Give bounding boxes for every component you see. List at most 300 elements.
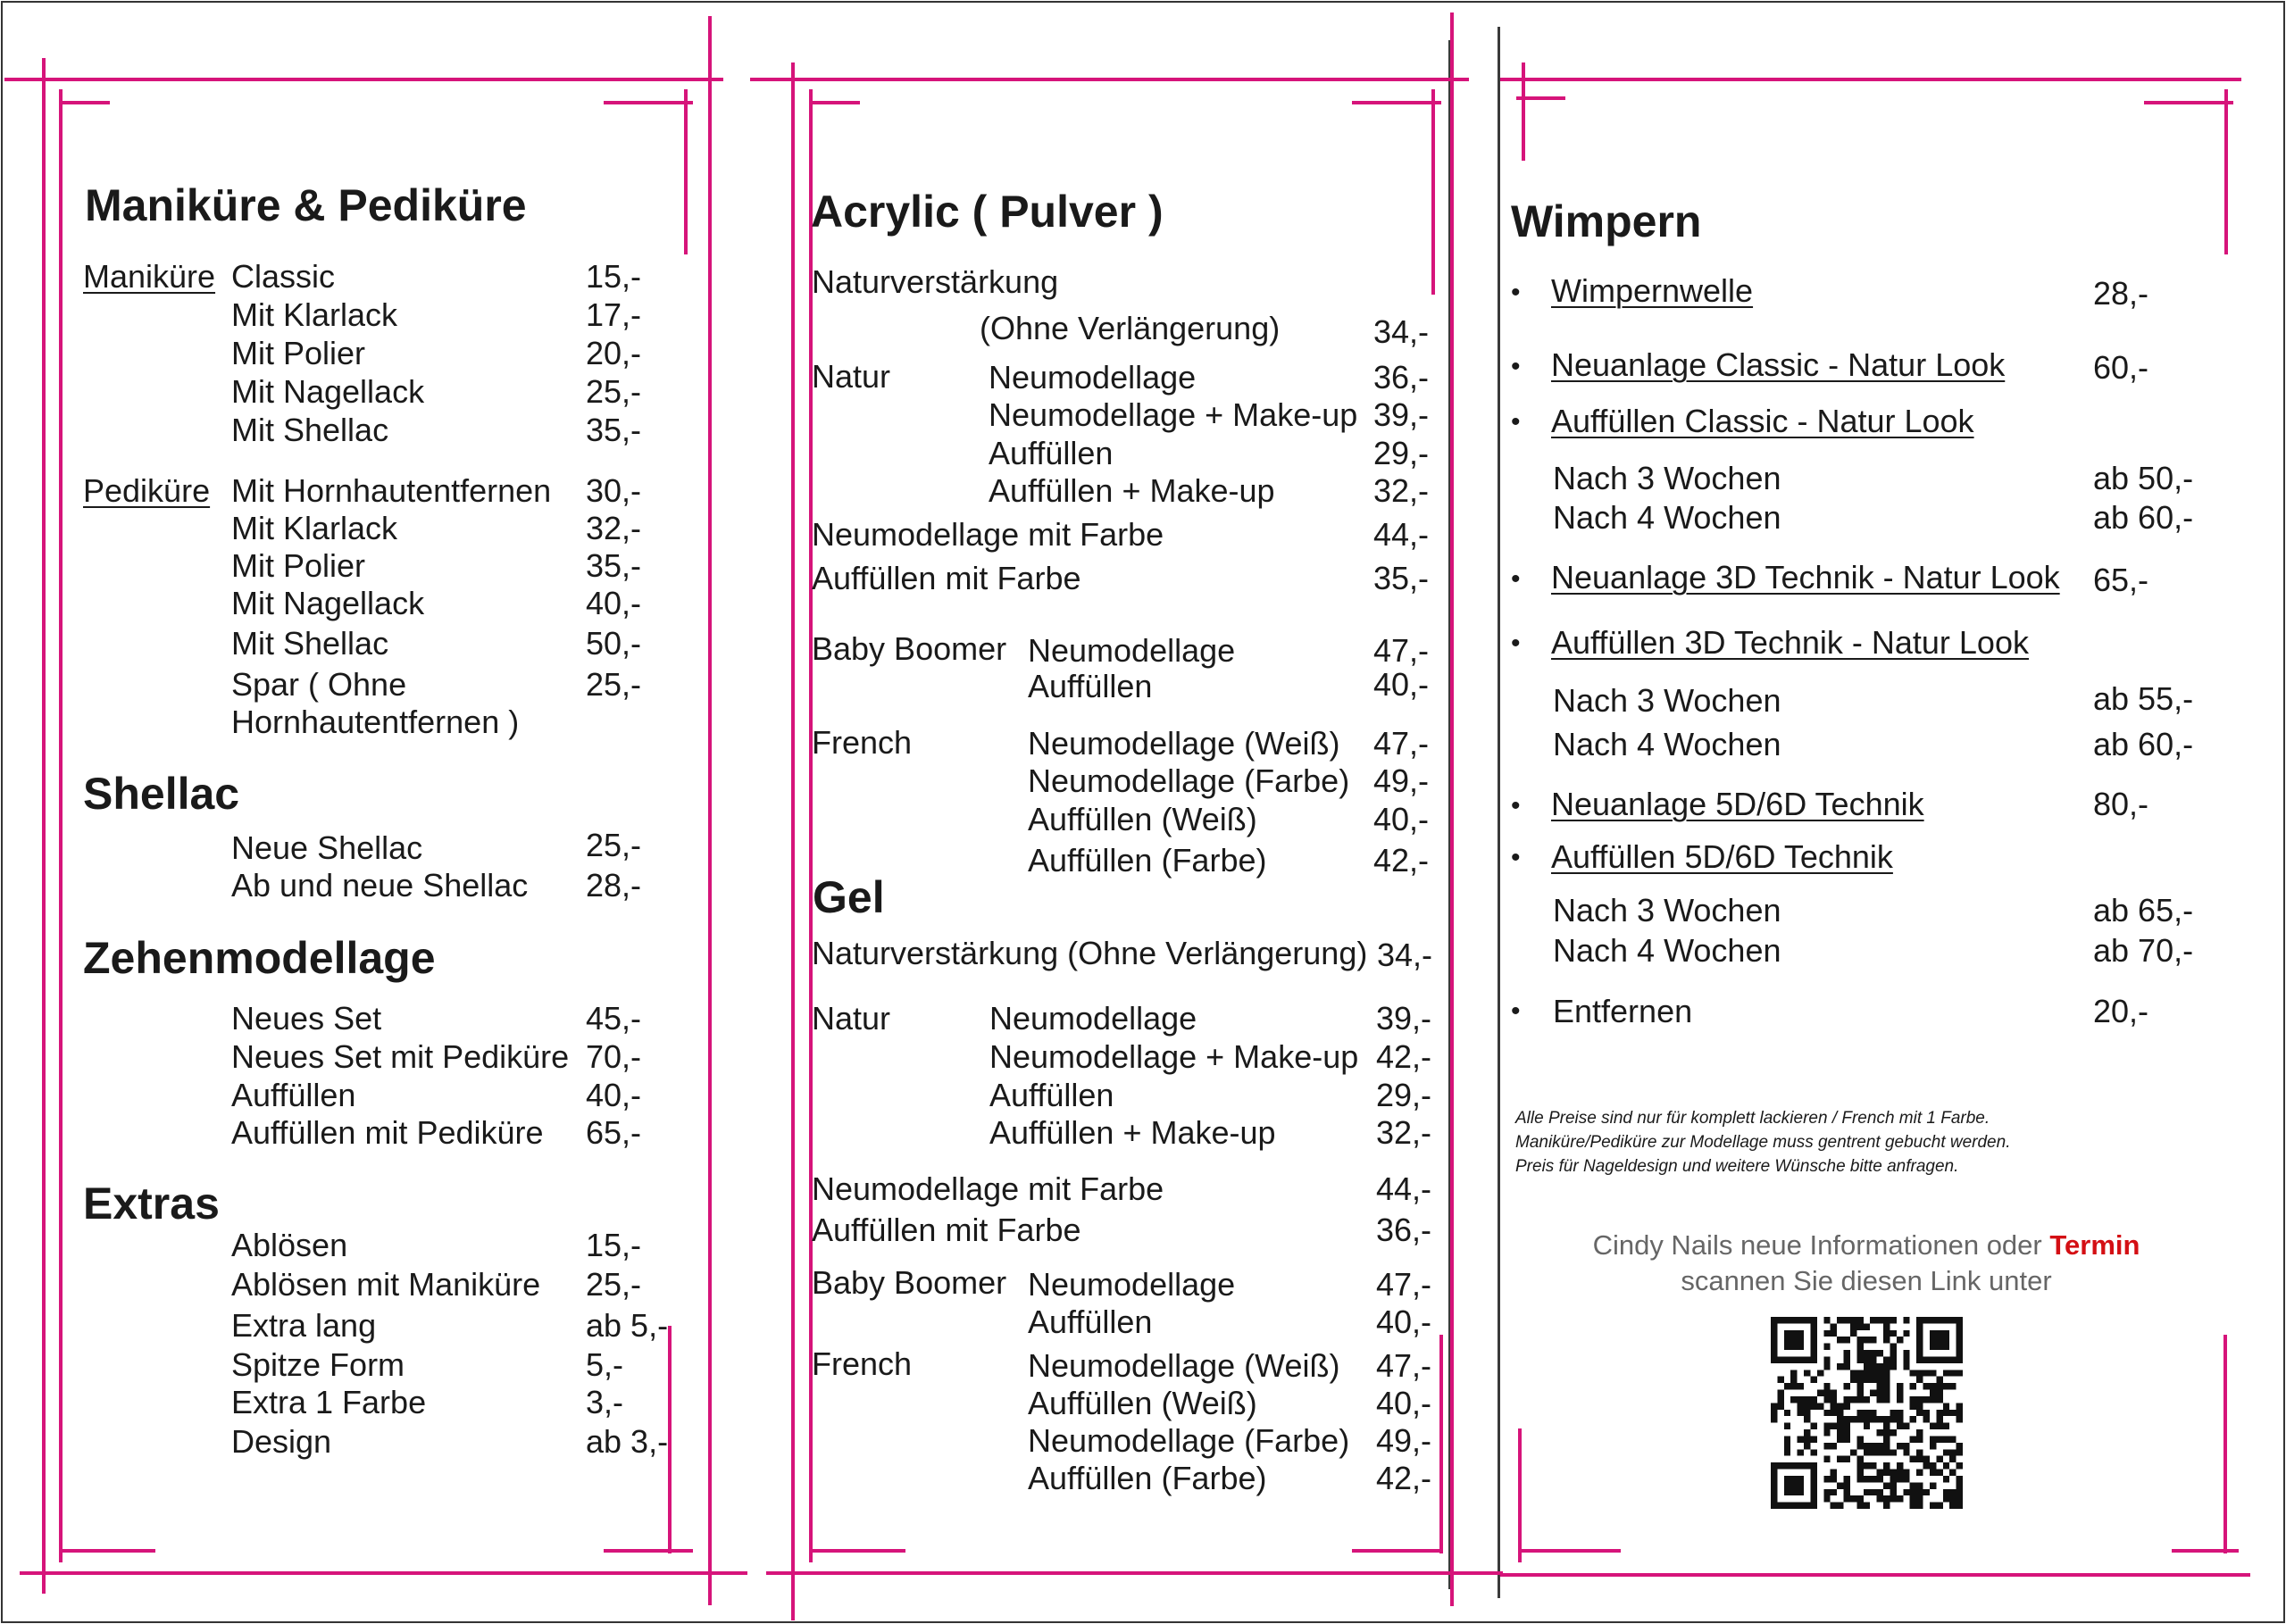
qr-module: [1930, 1383, 1936, 1389]
qr-module: [1790, 1330, 1797, 1337]
qr-module: [1890, 1489, 1896, 1495]
qr-module: [1916, 1330, 1923, 1337]
qr-module: [1798, 1356, 1804, 1362]
qr-module: [1777, 1356, 1783, 1362]
qr-module: [1949, 1436, 1956, 1442]
manikuere-item: Mit Klarlack: [231, 296, 398, 333]
qr-module: [1897, 1383, 1903, 1389]
qr-module: [1784, 1449, 1790, 1455]
qr-module: [1877, 1390, 1883, 1396]
qr-module: [1943, 1436, 1949, 1442]
qr-module: [1956, 1476, 1963, 1482]
wimpern-price: 80,-: [2093, 786, 2149, 822]
qr-module: [1831, 1443, 1837, 1449]
qr-module: [1837, 1456, 1843, 1462]
qr-module: [1956, 1503, 1963, 1509]
qr-module: [1883, 1449, 1890, 1455]
qr-module: [1943, 1410, 1949, 1416]
qr-module: [1831, 1396, 1837, 1403]
acrylic-neu-farbe: Neumodellage mit Farbe: [812, 516, 1164, 553]
qr-module: [1790, 1476, 1797, 1482]
pedikuere-price: 32,-: [586, 510, 642, 546]
qr-module: [1864, 1370, 1870, 1376]
qr-module: [1810, 1489, 1816, 1495]
qr-module: [1844, 1476, 1850, 1482]
gel-naturverstaerkung: Naturverstärkung (Ohne Verlängerung): [812, 935, 1368, 971]
qr-module: [1777, 1462, 1783, 1469]
qr-module: [1877, 1396, 1883, 1403]
qr-module: [1916, 1456, 1923, 1462]
qr-module: [1804, 1443, 1810, 1449]
qr-module: [1877, 1429, 1883, 1436]
qr-module: [1844, 1436, 1850, 1442]
acrylic-ohne: (Ohne Verlängerung): [980, 310, 1281, 346]
qr-code[interactable]: [1771, 1317, 1963, 1509]
qr-module: [1877, 1383, 1883, 1389]
qr-module: [1864, 1449, 1870, 1455]
qr-module: [1949, 1470, 1956, 1476]
qr-module: [1810, 1317, 1816, 1323]
qr-module: [1856, 1317, 1863, 1323]
qr-module: [1784, 1383, 1790, 1389]
qr-module: [1883, 1396, 1890, 1403]
qr-module: [1864, 1410, 1870, 1416]
qr-module: [1916, 1470, 1923, 1476]
wimpern-price: 28,-: [2093, 275, 2149, 312]
qr-module: [1930, 1470, 1936, 1476]
qr-module: [1844, 1383, 1850, 1389]
qr-module: [1810, 1323, 1816, 1329]
qr-module: [1804, 1356, 1810, 1362]
acrylic-french-price: 40,-: [1373, 801, 1430, 837]
wimpern-sub-item: Nach 3 Wochen: [1553, 892, 1781, 929]
qr-module: [1790, 1377, 1797, 1383]
qr-module: [1883, 1482, 1890, 1488]
qr-module: [1943, 1344, 1949, 1350]
qr-module: [1916, 1344, 1923, 1350]
qr-module: [1883, 1390, 1890, 1396]
qr-module: [1864, 1377, 1870, 1383]
acrylic-french-price: 47,-: [1373, 725, 1430, 762]
qr-module: [1790, 1317, 1797, 1323]
gel-neu-farbe: Neumodellage mit Farbe: [812, 1170, 1164, 1207]
gel-natur-price: 39,-: [1376, 1000, 1432, 1037]
qr-module: [1870, 1317, 1876, 1323]
qr-module: [1856, 1462, 1863, 1469]
wimpern-title: Wimpern: [1511, 196, 1702, 246]
qr-module: [1890, 1344, 1896, 1350]
qr-module: [1890, 1482, 1896, 1488]
qr-module: [1810, 1503, 1816, 1509]
wimpern-price: 65,-: [2093, 562, 2149, 598]
qr-module: [1916, 1489, 1923, 1495]
termin-link[interactable]: Termin: [2049, 1229, 2140, 1261]
pedikuere-item: Mit Shellac: [231, 625, 389, 662]
qr-module: [1856, 1356, 1863, 1362]
qr-module: [1798, 1482, 1804, 1488]
qr-module: [1949, 1503, 1956, 1509]
qr-module: [1949, 1449, 1956, 1455]
qr-module: [1856, 1476, 1863, 1482]
gel-french-item: Neumodellage (Farbe): [1028, 1422, 1350, 1459]
acrylic-french-item: Neumodellage (Weiß): [1028, 725, 1340, 762]
qr-module: [1870, 1462, 1876, 1469]
qr-module: [1831, 1489, 1837, 1495]
wimpern-sub-item: Nach 4 Wochen: [1553, 499, 1781, 536]
price-note: Alle Preise sind nur für komplett lackieren / French mit 1 Farbe.: [1515, 1109, 1990, 1128]
shellac-item: Neue Shellac: [231, 829, 423, 866]
qr-module: [1823, 1495, 1830, 1502]
qr-module: [1890, 1363, 1896, 1370]
qr-module: [1864, 1503, 1870, 1509]
manikuere-price: 15,-: [586, 258, 642, 295]
gel-french-price: 49,-: [1376, 1422, 1432, 1459]
qr-module: [1956, 1356, 1963, 1362]
qr-module: [1956, 1323, 1963, 1329]
qr-module: [1784, 1482, 1790, 1488]
qr-module: [1856, 1396, 1863, 1403]
qr-module: [1890, 1410, 1896, 1416]
qr-module: [1810, 1350, 1816, 1356]
qr-module: [1930, 1390, 1936, 1396]
wimpern-sub-item: Nach 4 Wochen: [1553, 726, 1781, 762]
qr-module: [1936, 1423, 1942, 1429]
qr-module: [1897, 1390, 1903, 1396]
qr-module: [1943, 1462, 1949, 1469]
qr-module: [1943, 1337, 1949, 1343]
qr-module: [1844, 1337, 1850, 1343]
qr-module: [1877, 1363, 1883, 1370]
qr-module: [1777, 1396, 1783, 1403]
qr-module: [1856, 1344, 1863, 1350]
qr-module: [1910, 1396, 1916, 1403]
qr-module: [1877, 1489, 1883, 1495]
qr-module: [1883, 1330, 1890, 1337]
qr-module: [1943, 1403, 1949, 1409]
qr-module: [1771, 1330, 1777, 1337]
qr-module: [1897, 1495, 1903, 1502]
qr-module: [1810, 1476, 1816, 1482]
qr-module: [1930, 1337, 1936, 1343]
qr-module: [1784, 1317, 1790, 1323]
qr-module: [1949, 1370, 1956, 1376]
qr-module: [1823, 1390, 1830, 1396]
qr-module: [1784, 1436, 1790, 1442]
qr-module: [1771, 1489, 1777, 1495]
qr-module: [1810, 1495, 1816, 1502]
gel-french-item: Auffüllen (Farbe): [1028, 1460, 1267, 1496]
qr-module: [1856, 1350, 1863, 1356]
gel-natur-price: 29,-: [1376, 1077, 1432, 1113]
qr-module: [1870, 1476, 1876, 1482]
acrylic-french-label: French: [812, 724, 913, 761]
qr-module: [1831, 1503, 1837, 1509]
gel-french-label: French: [812, 1345, 913, 1382]
qr-module: [1910, 1436, 1916, 1442]
qr-module: [1804, 1410, 1810, 1416]
qr-module: [1930, 1423, 1936, 1429]
qr-module: [1823, 1423, 1830, 1429]
qr-module: [1823, 1363, 1830, 1370]
gel-natur-label: Natur: [812, 1000, 891, 1037]
pedikuere-item: Mit Polier: [231, 547, 366, 584]
info-cta-line1: [1518, 1228, 2215, 1263]
acrylic-natur-item: Neumodellage + Make-up: [989, 396, 1358, 433]
qr-module: [1771, 1337, 1777, 1343]
qr-module: [1943, 1449, 1949, 1455]
qr-module: [1844, 1356, 1850, 1362]
wimpern-item: Auffüllen Classic - Natur Look: [1551, 403, 1974, 439]
qr-module: [1883, 1470, 1890, 1476]
qr-module: [1890, 1470, 1896, 1476]
qr-module: [1916, 1323, 1923, 1329]
qr-module: [1910, 1495, 1916, 1502]
extras-title: Extras: [83, 1178, 220, 1228]
gel-auf-farbe: Auffüllen mit Farbe: [812, 1212, 1081, 1248]
qr-module: [1837, 1482, 1843, 1488]
qr-module: [1856, 1377, 1863, 1383]
qr-module: [1949, 1356, 1956, 1362]
qr-module: [1837, 1429, 1843, 1436]
qr-module: [1897, 1470, 1903, 1476]
qr-module: [1810, 1337, 1816, 1343]
qr-module: [1823, 1317, 1830, 1323]
qr-module: [1856, 1436, 1863, 1442]
qr-module: [1883, 1356, 1890, 1362]
qr-module: [1923, 1356, 1930, 1362]
qr-module: [1890, 1330, 1896, 1337]
wimpern-sub-price: ab 55,-: [2093, 680, 2194, 717]
qr-module: [1771, 1403, 1777, 1409]
qr-module: [1883, 1317, 1890, 1323]
extras-item: Extra lang: [231, 1307, 377, 1344]
qr-module: [1844, 1396, 1850, 1403]
qr-module: [1771, 1462, 1777, 1469]
qr-module: [1936, 1344, 1942, 1350]
qr-module: [1956, 1350, 1963, 1356]
qr-module: [1949, 1495, 1956, 1502]
qr-module: [1870, 1443, 1876, 1449]
qr-module: [1870, 1416, 1876, 1422]
qr-module: [1956, 1344, 1963, 1350]
qr-module: [1810, 1436, 1816, 1442]
qr-module: [1844, 1495, 1850, 1502]
qr-module: [1956, 1330, 1963, 1337]
qr-module: [1823, 1443, 1830, 1449]
qr-module: [1856, 1443, 1863, 1449]
qr-module: [1877, 1416, 1883, 1422]
qr-module: [1949, 1489, 1956, 1495]
qr-module: [1870, 1449, 1876, 1455]
qr-module: [1943, 1489, 1949, 1495]
qr-module: [1870, 1350, 1876, 1356]
acrylic-auf-farbe-price: 35,-: [1373, 560, 1430, 596]
qr-module: [1850, 1416, 1856, 1422]
price-note: Maniküre/Pediküre zur Modellage muss gentrent gebucht werden.: [1515, 1133, 2011, 1152]
qr-module: [1798, 1383, 1804, 1389]
qr-module: [1897, 1416, 1903, 1422]
qr-module: [1916, 1403, 1923, 1409]
qr-module: [1837, 1317, 1843, 1323]
qr-module: [1850, 1323, 1856, 1329]
gel-natur-item: Auffüllen + Make-up: [989, 1114, 1276, 1151]
manikuere-price: 17,-: [586, 296, 642, 333]
qr-module: [1883, 1383, 1890, 1389]
info-cta-text: Cindy Nails neue Informationen oder: [1592, 1229, 2042, 1261]
qr-module: [1916, 1337, 1923, 1343]
wimpern-item: Auffüllen 5D/6D Technik: [1551, 838, 1893, 875]
acrylic-natur-item: Auffüllen + Make-up: [989, 472, 1275, 509]
qr-module: [1856, 1337, 1863, 1343]
qr-module: [1771, 1470, 1777, 1476]
zehen-price: 40,-: [586, 1077, 642, 1113]
extras-price: 25,-: [586, 1266, 642, 1303]
qr-module: [1798, 1410, 1804, 1416]
qr-module: [1771, 1344, 1777, 1350]
qr-module: [1831, 1330, 1837, 1337]
wimpern-item: Neuanlage 3D Technik - Natur Look: [1551, 559, 2060, 595]
gel-natur-price: 42,-: [1376, 1038, 1432, 1075]
qr-module: [1956, 1370, 1963, 1376]
qr-module: [1804, 1436, 1810, 1442]
qr-module: [1910, 1503, 1916, 1509]
gel-baby-label: Baby Boomer: [812, 1264, 1007, 1301]
qr-module: [1903, 1356, 1909, 1362]
pedikuere-price: 50,-: [586, 625, 642, 662]
info-cta: [1518, 1228, 2215, 1300]
qr-module: [1798, 1317, 1804, 1323]
qr-module: [1856, 1456, 1863, 1462]
qr-module: [1930, 1482, 1936, 1488]
price-note: Preis für Nageldesign und weitere Wünsche bitte anfragen.: [1515, 1157, 1959, 1176]
qr-module: [1790, 1503, 1797, 1509]
qr-module: [1798, 1503, 1804, 1509]
qr-module: [1850, 1377, 1856, 1383]
shellac-item: Ab und neue Shellac: [231, 867, 529, 904]
shellac-price: 25,-: [586, 827, 642, 863]
qr-module: [1870, 1337, 1876, 1343]
qr-module: [1771, 1356, 1777, 1362]
acrylic-baby-item: Auffüllen: [1028, 668, 1153, 704]
gel-french-price: 47,-: [1376, 1347, 1432, 1384]
wimpern-price: 20,-: [2093, 993, 2149, 1029]
pedikuere-price: 25,-: [586, 666, 642, 703]
qr-module: [1790, 1396, 1797, 1403]
qr-module: [1823, 1410, 1830, 1416]
qr-module: [1890, 1356, 1896, 1362]
qr-module: [1870, 1377, 1876, 1383]
qr-module: [1883, 1443, 1890, 1449]
qr-module: [1798, 1462, 1804, 1469]
qr-module: [1823, 1429, 1830, 1436]
qr-module: [1784, 1410, 1790, 1416]
info-cta-line2: scannen Sie diesen Link unter: [1681, 1265, 2052, 1297]
bullet-icon: •: [1511, 407, 1521, 437]
acrylic-title: Acrylic ( Pulver ): [811, 187, 1164, 237]
qr-module: [1790, 1489, 1797, 1495]
qr-module: [1810, 1396, 1816, 1403]
qr-module: [1903, 1350, 1909, 1356]
qr-module: [1810, 1344, 1816, 1350]
qr-module: [1850, 1317, 1856, 1323]
pedikuere-item: Mit Klarlack: [231, 510, 398, 546]
pedikuere-item: Spar ( Ohne: [231, 666, 407, 703]
qr-module: [1784, 1503, 1790, 1509]
qr-module: [1956, 1489, 1963, 1495]
qr-module: [1877, 1317, 1883, 1323]
qr-module: [1936, 1396, 1942, 1403]
qr-module: [1943, 1317, 1949, 1323]
extras-item: Design: [231, 1423, 332, 1460]
wimpern-item: Entfernen: [1553, 993, 1693, 1029]
qr-module: [1798, 1344, 1804, 1350]
qr-module: [1798, 1449, 1804, 1455]
qr-module: [1943, 1383, 1949, 1389]
qr-module: [1837, 1403, 1843, 1409]
qr-module: [1930, 1503, 1936, 1509]
wimpern-item: Neuanlage Classic - Natur Look: [1551, 346, 2006, 383]
gel-french-item: Auffüllen (Weiß): [1028, 1385, 1257, 1421]
qr-module: [1798, 1489, 1804, 1495]
qr-module: [1850, 1396, 1856, 1403]
acrylic-french-item: Auffüllen (Farbe): [1028, 842, 1267, 879]
qr-module: [1844, 1403, 1850, 1409]
qr-module: [1864, 1443, 1870, 1449]
shellac-price: 28,-: [586, 867, 642, 904]
qr-module: [1784, 1462, 1790, 1469]
qr-module: [1831, 1476, 1837, 1482]
qr-module: [1883, 1363, 1890, 1370]
qr-module: [1804, 1503, 1810, 1509]
qr-module: [1956, 1443, 1963, 1449]
qr-module: [1831, 1390, 1837, 1396]
qr-module: [1956, 1449, 1963, 1455]
qr-module: [1890, 1449, 1896, 1455]
wimpern-sub-price: ab 65,-: [2093, 892, 2194, 929]
bullet-icon: •: [1511, 996, 1521, 1026]
qr-module: [1923, 1410, 1930, 1416]
qr-module: [1831, 1323, 1837, 1329]
qr-module: [1890, 1350, 1896, 1356]
wimpern-sub-price: ab 60,-: [2093, 726, 2194, 762]
qr-module: [1910, 1482, 1916, 1488]
qr-module: [1837, 1436, 1843, 1442]
qr-module: [1883, 1495, 1890, 1502]
acrylic-ohne-price: 34,-: [1373, 313, 1430, 350]
qr-module: [1856, 1503, 1863, 1509]
manikuere-item: Mit Shellac: [231, 412, 389, 448]
qr-module: [1936, 1356, 1942, 1362]
qr-module: [1864, 1423, 1870, 1429]
bullet-icon: •: [1511, 843, 1521, 872]
qr-module: [1850, 1370, 1856, 1376]
qr-module: [1837, 1423, 1843, 1429]
qr-module: [1810, 1470, 1816, 1476]
gel-neu-farbe-price: 44,-: [1376, 1170, 1432, 1207]
qr-module: [1877, 1449, 1883, 1455]
qr-module: [1877, 1443, 1883, 1449]
qr-module: [1883, 1462, 1890, 1469]
qr-module: [1877, 1470, 1883, 1476]
gel-natur-price: 32,-: [1376, 1114, 1432, 1151]
acrylic-baby-price: 47,-: [1373, 632, 1430, 669]
qr-module: [1831, 1410, 1837, 1416]
qr-module: [1930, 1356, 1936, 1362]
qr-module: [1804, 1370, 1810, 1376]
manikuere-item: Mit Nagellack: [231, 373, 425, 410]
qr-module: [1916, 1429, 1923, 1436]
bullet-icon: •: [1511, 352, 1521, 381]
